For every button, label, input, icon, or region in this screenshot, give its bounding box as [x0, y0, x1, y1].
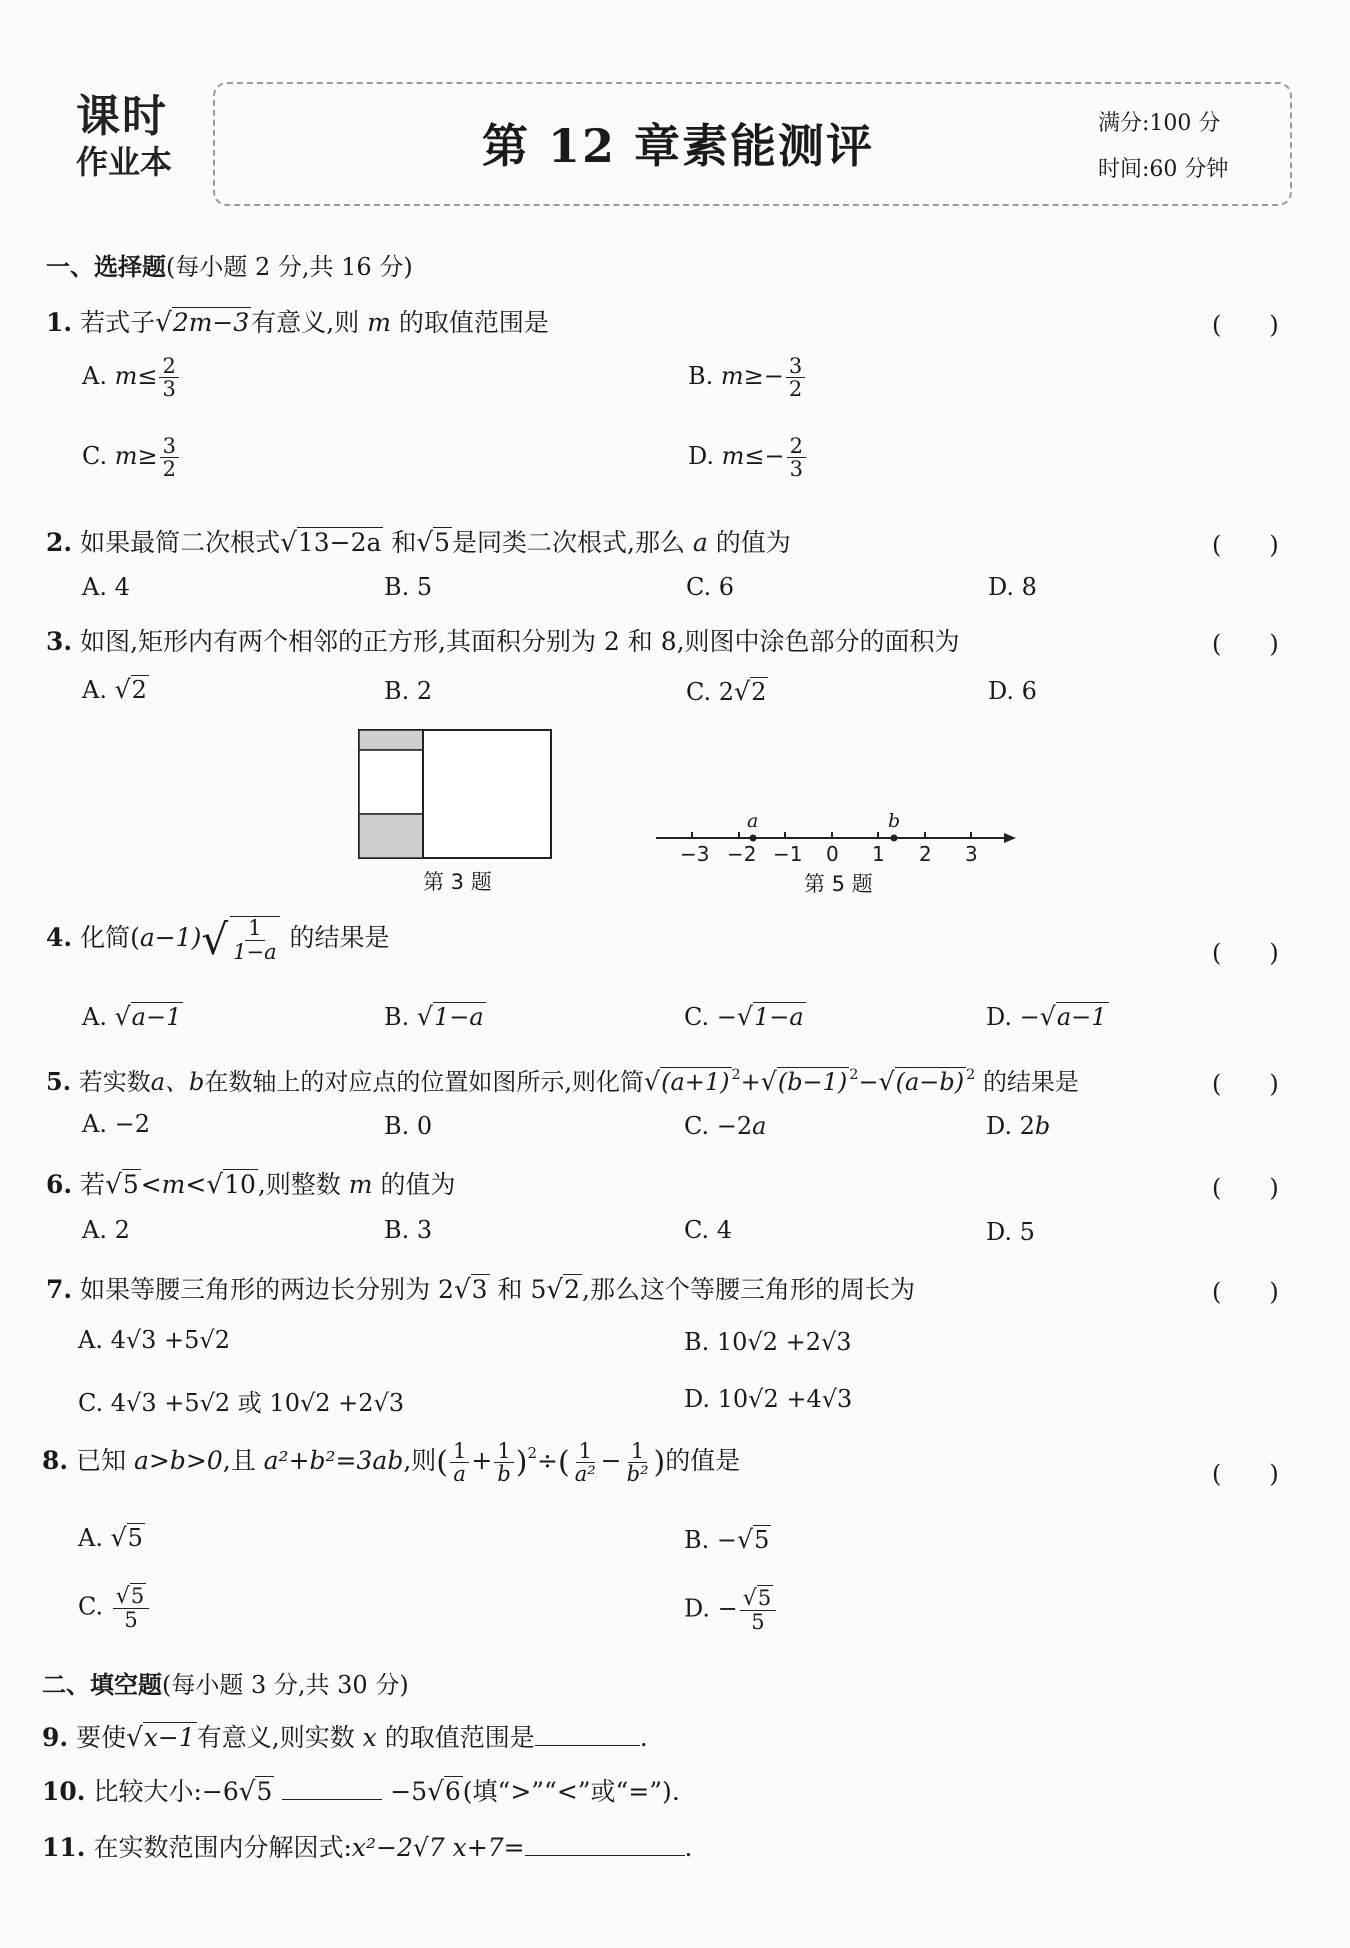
logo-line1: 课时 [76, 91, 168, 142]
question-7: 7. 如果等腰三角形的两边长分别为 2√3 和 5√2,那么这个等腰三角形的周长为 [46, 1275, 915, 1305]
q2-number: 2. [46, 528, 73, 557]
q5-option-c[interactable]: C. −2a [684, 1112, 767, 1140]
q1-radical: √2m−3 [155, 308, 250, 338]
number-line-label-b: b [888, 810, 901, 832]
number-line-label-a: a [747, 810, 759, 832]
section-1-heading [46, 247, 413, 282]
q7-option-d[interactable]: D. 10√2 +4√3 [684, 1385, 853, 1413]
q5-option-a[interactable]: A. −2 [82, 1110, 150, 1138]
q5-option-b[interactable]: B. 0 [384, 1112, 433, 1140]
q8-option-c[interactable]: C. $\frac{√5}{5}$ [78, 1585, 151, 1631]
q5-number: 5. [46, 1067, 72, 1096]
q1-number: 1. [46, 308, 73, 337]
question-9: 9. 要使√x−1有意义,则实数 x 的取值范围是 . [42, 1723, 648, 1753]
q2-answer-paren[interactable]: ( ) [1212, 531, 1279, 559]
question-2: 2. 如果最简二次根式√13−2a 和√5是同类二次根式,那么 a 的值为 [46, 528, 791, 558]
shaded-region-top [359, 730, 423, 750]
q7-option-b[interactable]: B. 10√2 +2√3 [684, 1328, 852, 1356]
q11-answer-blank[interactable] [525, 1855, 685, 1856]
q2-option-c[interactable]: C. 6 [686, 573, 735, 601]
q10-number: 10. [42, 1777, 86, 1806]
q3-option-a[interactable]: A. √2 [82, 675, 147, 704]
q1-option-d[interactable]: D. m≤− $\frac{2}{3}$ [688, 435, 808, 480]
tick-label: −1 [773, 842, 803, 866]
q8-number: 8. [42, 1446, 69, 1476]
q6-option-c[interactable]: C. 4 [684, 1216, 733, 1244]
tick-label: −3 [680, 842, 710, 866]
q9-number: 9. [42, 1723, 69, 1752]
question-8: 8. 已知 a>b>0,且 a²+b²=3ab,则( $\frac{1}{a}$ + $\frac{1}{b}$ )$^2$÷( $\frac{1}{\text{a²}}$ − $\frac{1}{\text{b²}}$ )的值是 [42, 1439, 741, 1487]
figure-5-caption: 第 5 题 [804, 872, 873, 896]
section-1-note: (每小题 2 分,共 16 分) [166, 253, 413, 281]
q1-var: m [367, 308, 391, 337]
q3-text: 如图,矩形内有两个相邻的正方形,其面积分别为 2 和 8,则图中涂色部分的面积为 [80, 627, 960, 656]
section-2-note: (每小题 3 分,共 30 分) [162, 1671, 409, 1699]
q4-option-c[interactable]: C. −√1−a [684, 1002, 804, 1031]
q6-answer-paren[interactable]: ( ) [1212, 1174, 1279, 1202]
score-label: 满分:100 分 [1098, 111, 1221, 136]
q11-number: 11. [42, 1833, 86, 1862]
q3-option-b[interactable]: B. 2 [384, 677, 433, 705]
q9-answer-blank[interactable] [535, 1745, 640, 1746]
q2-option-d[interactable]: D. 8 [988, 573, 1037, 601]
q5-option-d[interactable]: D. 2b [986, 1112, 1051, 1140]
q3-option-d[interactable]: D. 6 [988, 677, 1037, 705]
q5-answer-paren[interactable]: ( ) [1212, 1070, 1279, 1098]
logo-line2: 作业本 [76, 143, 173, 181]
question-10: 10. 比较大小:−6√5 −5√6(填“>”“<”或“=”). [42, 1777, 680, 1807]
q8-expression: ( [436, 1445, 448, 1481]
q1-text: 若式子 [80, 308, 156, 337]
question-6: 6. 若√5<m<√10,则整数 m 的值为 [46, 1170, 456, 1200]
q1-text3: 的取值范围是 [398, 308, 549, 337]
q1-option-c[interactable]: C. m≥ $\frac{3}{2}$ [82, 435, 181, 480]
question-5: 5. 若实数a、b在数轴上的对应点的位置如图所示,则化简√(a+1) $^2$+√(b−1) $^2$−√(a−b) $^2$ 的结果是 [46, 1067, 1079, 1096]
figure-3-caption: 第 3 题 [423, 870, 492, 894]
q4-option-d[interactable]: D. −√a−1 [986, 1002, 1107, 1031]
q6-option-d[interactable]: D. 5 [986, 1218, 1035, 1246]
q3-option-c[interactable]: C. 2√2 [686, 677, 767, 706]
question-11: 11. 在实数范围内分解因式:x²−2√7 x+7= . [42, 1833, 693, 1862]
q7-number: 7. [46, 1275, 73, 1304]
q7-answer-paren[interactable]: ( ) [1212, 1278, 1279, 1306]
q7-option-a[interactable]: A. 4√3 +5√2 [78, 1326, 230, 1354]
q8-answer-paren[interactable]: ( ) [1212, 1460, 1279, 1488]
section-2-heading [42, 1665, 409, 1700]
section-2-title: 二、填空题 [42, 1671, 162, 1699]
q1-answer-paren[interactable]: ( ) [1212, 311, 1279, 339]
q6-option-b[interactable]: B. 3 [384, 1216, 433, 1244]
section-1-title: 一、选择题 [46, 253, 166, 281]
q3-answer-paren[interactable]: ( ) [1212, 630, 1279, 658]
q3-number: 3. [46, 627, 73, 656]
time-label: 时间:60 分钟 [1098, 157, 1229, 182]
q1-option-a[interactable]: A. m≤ $\frac{2}{3}$ [82, 355, 181, 400]
tick-label: 1 [872, 842, 885, 866]
point-a [750, 835, 757, 842]
figure-3-rectangle [355, 728, 555, 860]
q8-option-b[interactable]: B. −√5 [684, 1525, 770, 1554]
q4-number: 4. [46, 923, 73, 952]
logo [76, 92, 198, 197]
tick-label: 0 [826, 842, 839, 866]
q2-option-a[interactable]: A. 4 [82, 573, 130, 601]
tick-label: −2 [727, 842, 757, 866]
question-4: 4. 化简(a−1)√ $\frac{1}{1-a}$ 的结果是 [46, 915, 390, 964]
question-1 [46, 303, 549, 339]
tick-label: 2 [919, 842, 932, 866]
q10-answer-blank[interactable] [282, 1799, 382, 1800]
q2-option-b[interactable]: B. 5 [384, 573, 433, 601]
shaded-region-bottom [359, 814, 423, 858]
q1-text2: 有意义,则 [251, 308, 360, 337]
q4-answer-paren[interactable]: ( ) [1212, 939, 1279, 967]
tick-label: 3 [965, 842, 978, 866]
q7-option-c[interactable]: C. 4√3 +5√2 或 10√2 +2√3 [78, 1389, 405, 1417]
q4-option-b[interactable]: B. √1−a [384, 1002, 484, 1031]
q1-option-b[interactable]: B. m≥− $\frac{3}{2}$ [688, 355, 807, 400]
q4-option-a[interactable]: A. √a−1 [82, 1002, 182, 1031]
point-b [891, 835, 898, 842]
page-title: 第 12 章素能测评 [482, 119, 875, 173]
square-middle [359, 750, 423, 814]
q6-number: 6. [46, 1170, 73, 1199]
question-3 [46, 622, 960, 658]
q8-option-d[interactable]: D. − $\frac{√5}{5}$ [684, 1587, 778, 1633]
q6-option-a[interactable]: A. 2 [82, 1216, 130, 1244]
q8-option-a[interactable]: A. √5 [78, 1523, 143, 1552]
